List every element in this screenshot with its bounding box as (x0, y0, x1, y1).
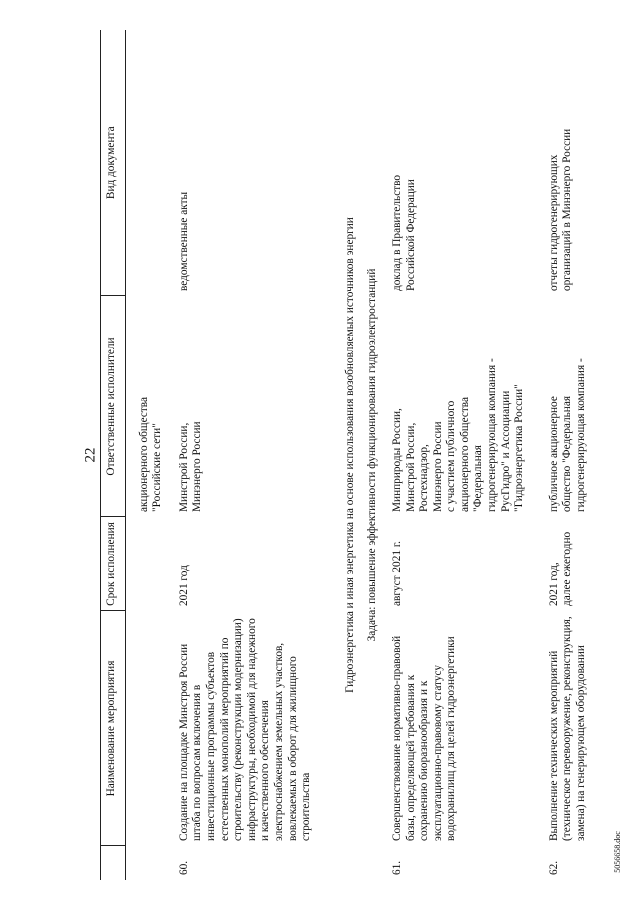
document-type: ведомственные акты (177, 191, 190, 291)
executors: публичное акционерное общество "Федеральная гидрогенерирующая компания - (547, 358, 588, 512)
document-type: доклад в Правительство Российской Федерации (390, 174, 417, 291)
document-type: отчеты гидрогенерирующих организаций в Минэнерго России (547, 128, 574, 291)
measure-name: Выполнение технических мероприятий (техническое перевооружение, реконструкция, замена) на генерирующем оборудовании (547, 616, 588, 841)
header-measure-name: Наименование мероприятия (101, 611, 126, 846)
section-heading-row (336, 30, 366, 880)
deadline: 2021 год, далее ежегодно (547, 531, 574, 606)
task-heading-row (365, 30, 390, 880)
row-number: 60. (177, 860, 190, 875)
continued-executors: акционерного общества "Российские сети" (137, 396, 164, 512)
measure-name: Совершенствование нормативно-правовой базы, определяющей требования к сохранению биоразнообразия и к эксплуатационно-правовому статусу водохранилищ для целей гидроэнергетики (390, 635, 458, 841)
header-deadline: Срок исполнения (101, 517, 126, 611)
row-number: 62. (547, 860, 560, 875)
header-number (101, 846, 126, 880)
row-number: 61. (390, 860, 403, 875)
deadline: 2021 год (177, 565, 190, 606)
measure-name: Создание на площадке Минстроя России штаба по вопросам включения в инвестиционные программы субъектов естественных монополий мероприятий по строительству (реконструкции модернизации) инфраструктуры, необходимой для надежного и качественного обеспечения электроснабжением земельных участков, вовлекаемых в оборот для жилищного строительства (177, 618, 313, 841)
rotated-landscape-page (100, 30, 620, 880)
section-heading: Гидроэнергетика и иная энергетика на основе использования возобновляемых источников энергии (343, 217, 356, 693)
deadline: август 2021 г. (390, 540, 403, 606)
table-header-row (101, 30, 126, 880)
measures-table (100, 30, 592, 880)
header-document-type: Вид документа (101, 30, 126, 296)
continued-row (125, 30, 177, 880)
task-heading: Задача: повышение эффективности функционирования гидроэлектростанций (366, 268, 379, 642)
table-row (547, 30, 592, 880)
executors: Минстрой России, Минэнерго России (177, 421, 204, 512)
page-number: 22 (82, 447, 99, 463)
document-file-id: 5056658.doc (613, 831, 622, 873)
table-row (390, 30, 547, 880)
header-executors: Ответственные исполнители (101, 296, 126, 517)
table-row (177, 30, 336, 880)
executors: Минприроды России, Минстрой России, Ростехнадзор, Минэнерго России с участием публичного акционерного общества "Федеральная гидрогенерирующая компания - РусГидро" и Ассоциации "Гидроэнергетика России" (390, 358, 526, 512)
